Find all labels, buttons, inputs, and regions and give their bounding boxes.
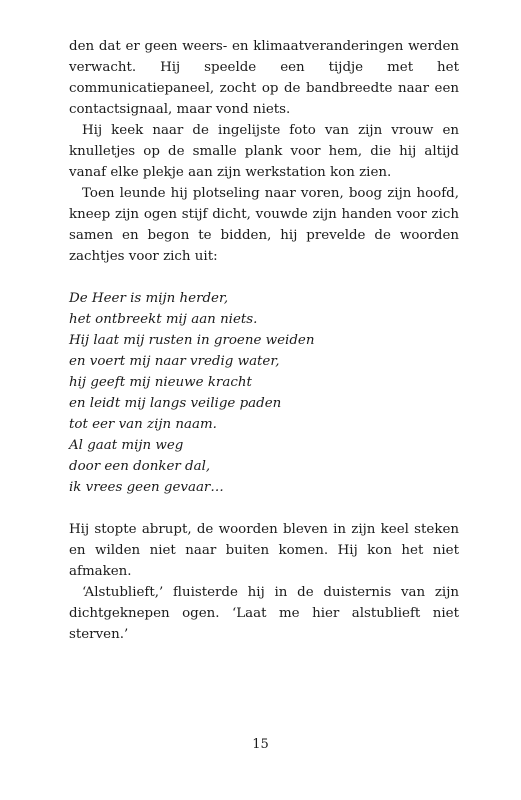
paragraph-stopped: Hij stopte abrupt, de woorden bleven in zijn keel steken en wilden niet naar buiten komen. Hij kon het niet afmaken.: [69, 522, 459, 579]
poem-line: door een donker dal,: [69, 459, 211, 474]
poem-line: en leidt mij langs veilige paden: [69, 396, 282, 411]
poem-line: en voert mij naar vredig water,: [69, 354, 280, 369]
page-number: 15: [252, 737, 269, 752]
psalm-quote: [69, 288, 459, 498]
poem-line: Al gaat mijn weg: [69, 438, 184, 453]
poem-line: het ontbreekt mij aan niets.: [69, 312, 258, 327]
poem-line: ik vrees geen gevaar…: [69, 480, 224, 495]
paragraph-whisper: ‘Alstublieft,’ fluisterde hij in de duisternis van zijn dichtgeknepen ogen. ‘Laat me hier alstublieft niet sterven.’: [69, 585, 459, 642]
book-page-text: [69, 36, 459, 645]
paragraph-prayer-intro: Toen leunde hij plotseling naar voren, boog zijn hoofd, kneep zijn ogen stijf dicht, vouwde zijn handen voor zich samen en begon te bidden, hij prevelde de woorden zachtjes voor zich uit:: [69, 186, 459, 264]
poem-line: Hij laat mij rusten in groene weiden: [69, 333, 315, 348]
poem-line: hij geeft mij nieuwe kracht: [69, 375, 252, 390]
paragraph-continuation: den dat er geen weers- en klimaatveranderingen werden verwacht. Hij speelde een tijdje met het communicatiepaneel, zocht op de bandbreedte naar een contactsignaal, maar vond niets.: [69, 39, 459, 117]
poem-line: De Heer is mijn herder,: [69, 291, 229, 306]
poem-line: tot eer van zijn naam.: [69, 417, 217, 432]
paragraph-photo: Hij keek naar de ingelijste foto van zijn vrouw en knulletjes op de smalle plank voor hem, die hij altijd vanaf elke plekje aan zijn werkstation kon zien.: [69, 123, 459, 180]
